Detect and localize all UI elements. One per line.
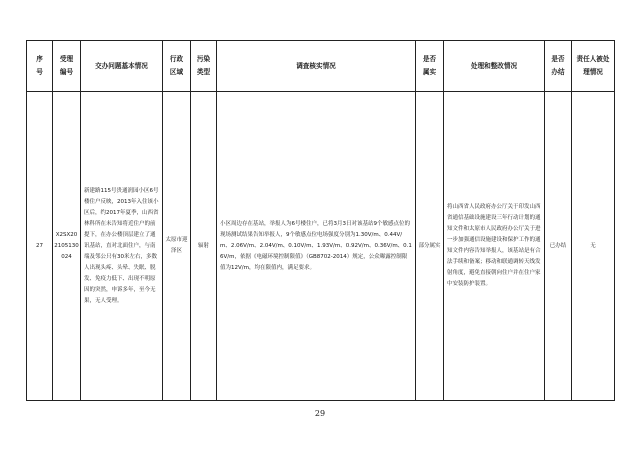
cell-region: 太原市迎泽区 [163,92,191,401]
cell-investigation: 小区周边存在基站，举报人为6号楼住户，已将3月3日对该基站9个敏感点位的现场测试结果告知举报人，9个敏感点位电场强度分别为1.30V/m、0.44V/m、2.06V/m、2.04V/m、0.10V/m、1.93V/m、0.92V/m、0.36V/m、0.16V/m，依据《电磁环境控制限值》（GB8702-2014）规定，公众曝露控制限值为12V/m，均在限值内，满足要求。 [217,92,416,401]
cell-seq: 27 [27,92,53,401]
cell-accountability: 无 [572,92,615,401]
header-complaint: 交办问题基本情况 [81,41,163,92]
cell-verified: 部分属实 [416,92,444,401]
cell-handling: 将山西省人民政府办公厅关于印发山西省通信基础设施建设三年行动计划的通知文件和太原市人民政府办公厅关于进一步加强通信设施建设和保护工作的通知文件内容告知举报人，该基站是有合法手续和备案；移动和联通调转天线发射角度，避免直接朝向住户并在住户家中安装防护装置。 [444,92,545,401]
header-region: 行政 区域 [163,41,191,92]
header-pollution: 污染 类型 [191,41,217,92]
cell-complaint: 新建路115号贵通润园小区6号楼住户反映，2013年入住该小区后，约2017年夏季，山西省林科所在未告知将近住户的前提下，在办公楼顶层建立了通讯基站，直对北面住户，与南端及邻公只有30米左右，多数人出现头疼、头晕、失眠、脱发、免疫力低下、出现不明原因的突然，申诉多年，至今无果，无人受理。 [81,92,163,401]
header-seq: 序 号 [27,41,53,92]
header-accept-no: 受理 编号 [53,41,81,92]
header-concluded: 是否 办结 [545,41,572,92]
header-investigation: 调查核实情况 [217,41,416,92]
report-table [26,40,615,401]
cell-concluded: 已办结 [545,92,572,401]
header-handling: 处理和整改情况 [444,41,545,92]
cell-accept-no: X2SX202105130024 [53,92,81,401]
cell-pollution: 辐射 [191,92,217,401]
header-accountability: 责任人被处 理情况 [572,41,615,92]
page-number: 29 [314,409,326,418]
header-verified: 是否 属实 [416,41,444,92]
table-row [27,92,615,401]
header-row [27,41,615,92]
